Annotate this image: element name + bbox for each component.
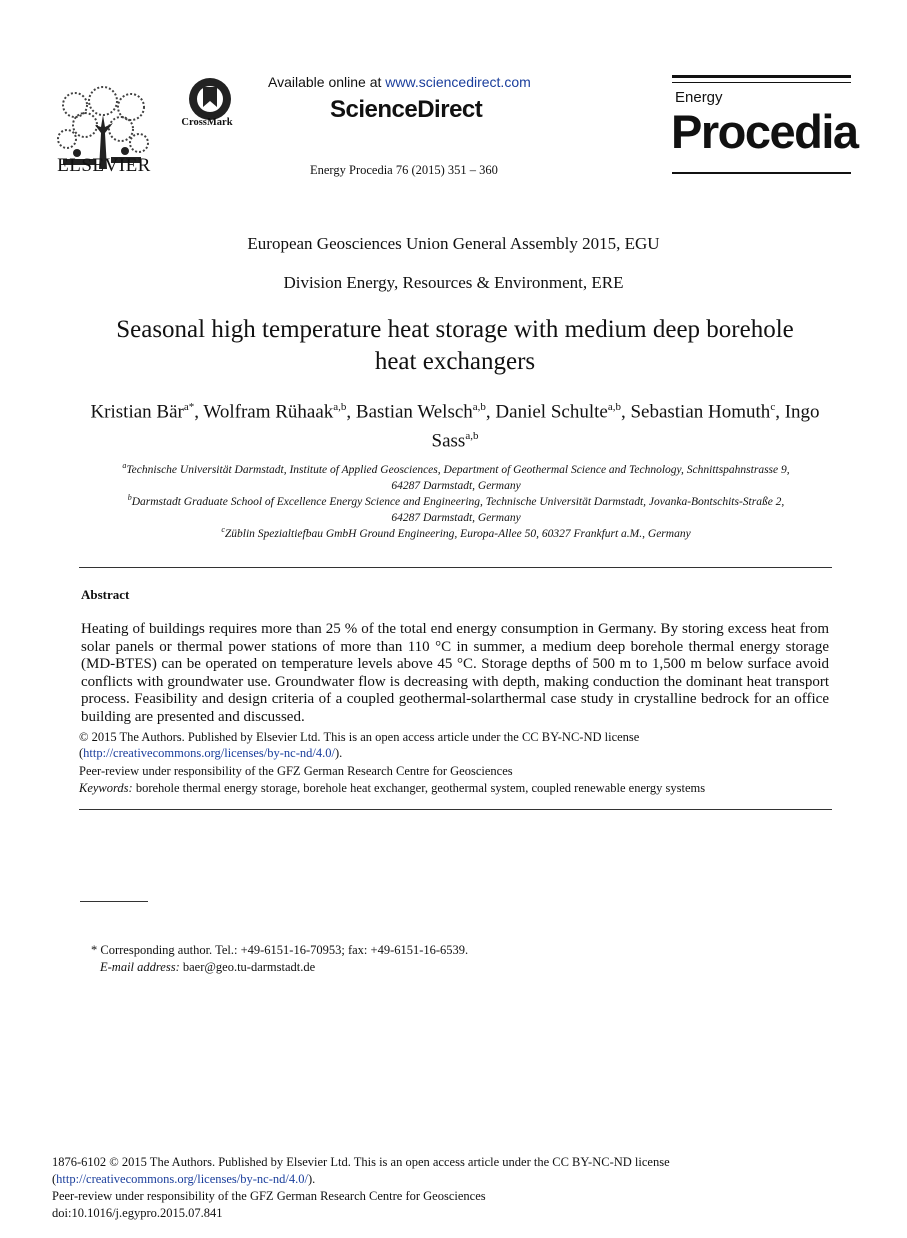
- author-separator: ,: [620, 401, 631, 423]
- division-name: Division Energy, Resources & Environment, ERE: [283, 273, 624, 292]
- paren: (: [52, 1172, 57, 1186]
- title-line: heat exchangers: [374, 348, 536, 375]
- procedia-rule: [672, 172, 851, 174]
- footnote-rule: [80, 901, 148, 902]
- keywords: [79, 780, 705, 796]
- crossmark-label: CrossMark: [181, 117, 233, 128]
- author-separator: ,: [194, 401, 204, 423]
- abstract-body: Heating of buildings requires more than 25 % of the total end energy consumption in Germany. By storing excess heat from solar panels or thermal power stations of more than 110 °C in summer, a medium deep borehole thermal energy storage (MD-BTES) can be operated on temperature levels above 45 °C. Storage depths of 500 m to 1,500 m below surface avoid conflicts with groundwater use. Groundwater flow is decreasing with depth, making conduction the dominant heat transport process. Feasibility and design criteria of a coupled geothermal-solarthermal case study in crystalline bedrock for an office building are presented and discussed.: [81, 621, 829, 725]
- author-name: Wolfram Rühaak: [203, 401, 334, 423]
- affiliation-label: c: [221, 525, 225, 534]
- email-label: E-mail address:: [100, 960, 180, 974]
- platform-name: ScienceDirect: [330, 96, 483, 123]
- sciencedirect-url-link[interactable]: www.sciencedirect.com: [385, 74, 531, 90]
- keywords-label: Keywords:: [79, 781, 133, 795]
- author-separator: ,: [346, 401, 356, 423]
- author-list: [90, 395, 820, 454]
- procedia-rule: [672, 82, 851, 83]
- email-address[interactable]: baer@geo.tu-darmstadt.de: [179, 960, 316, 974]
- author-name: Daniel Schulte: [495, 401, 608, 423]
- peer-review-note: Peer-review under responsibility of the GFZ German Research Centre for Geosciences: [79, 764, 513, 778]
- corresponding-contact: * Corresponding author. Tel.: +49-6151-16-70953; fax: +49-6151-16-6539.: [91, 943, 469, 957]
- affiliation-text: Darmstadt Graduate School of Excellence Energy Science and Engineering, Technische Universität Darmstadt, Jovanka-Bontschits-Straße 2,: [131, 495, 785, 508]
- affiliation-text: 64287 Darmstadt, Germany: [391, 511, 521, 524]
- author-affiliation-mark: a*: [183, 401, 195, 413]
- author-name: Ingo Sass: [431, 401, 820, 452]
- author-affiliation-mark: a,b: [333, 401, 347, 413]
- author-separator: ,: [775, 401, 785, 423]
- journal-big-title: Procedia: [671, 105, 858, 158]
- journal-reference: Energy Procedia 76 (2015) 351 – 360: [310, 163, 498, 177]
- license-link[interactable]: http://creativecommons.org/licenses/by-nc-nd/4.0/: [83, 746, 335, 760]
- affiliation-text: 64287 Darmstadt, Germany: [391, 479, 521, 492]
- author-separator: ,: [485, 401, 496, 423]
- corresponding-author-footnote: [91, 942, 468, 976]
- affiliation-a: [70, 458, 842, 494]
- affiliation-b: [70, 490, 842, 526]
- conference-name: European Geosciences Union General Assembly 2015, EGU: [247, 234, 660, 253]
- paper-title: [70, 314, 840, 378]
- affiliation-label: b: [127, 493, 132, 502]
- doi[interactable]: doi:10.1016/j.egypro.2015.07.841: [52, 1206, 223, 1220]
- author-affiliation-mark: a,b: [472, 401, 486, 413]
- author-affiliation-mark: c: [770, 401, 776, 413]
- journal-small-title: Energy: [675, 89, 723, 106]
- paren: (: [79, 746, 84, 760]
- bottom-matter: [52, 1154, 670, 1222]
- author-affiliation-mark: a,b: [607, 401, 621, 413]
- author-name: Kristian Bär: [90, 401, 184, 423]
- copyright-notice: [79, 729, 639, 761]
- author-name: Sebastian Homuth: [630, 401, 771, 423]
- title-line: Seasonal high temperature heat storage with medium deep borehole: [116, 316, 794, 343]
- license-link[interactable]: http://creativecommons.org/licenses/by-nc-nd/4.0/: [56, 1172, 308, 1186]
- available-online: Available online at www.sciencedirect.com: [268, 74, 531, 90]
- publisher-name: ELSEVIER: [57, 155, 151, 176]
- copyright-text: © 2015 The Authors. Published by Elsevier Ltd. This is an open access article under the CC BY-NC-ND license: [79, 730, 640, 744]
- author-affiliation-mark: a,b: [465, 430, 479, 443]
- affiliation-label: a: [122, 461, 127, 470]
- abstract-heading: Abstract: [81, 587, 130, 602]
- keywords-text: borehole thermal energy storage, borehole heat exchanger, geothermal system, coupled renewable energy systems: [132, 781, 706, 795]
- paren: ).: [334, 746, 343, 760]
- peer-review-note: Peer-review under responsibility of the GFZ German Research Centre for Geosciences: [52, 1189, 486, 1203]
- affiliation-c: [70, 522, 842, 542]
- section-divider: [79, 809, 832, 810]
- procedia-rule: [672, 75, 851, 78]
- section-divider: [79, 567, 832, 568]
- affiliation-text: Züblin Spezialtiefbau GmbH Ground Engineering, Europa-Allee 50, 60327 Frankfurt a.M., Germany: [224, 527, 691, 540]
- issn-copyright: 1876-6102 © 2015 The Authors. Published by Elsevier Ltd. This is an open access article under the CC BY-NC-ND license: [52, 1155, 670, 1169]
- affiliation-text: Technische Universität Darmstadt, Institute of Applied Geosciences, Department of Geothermal Science and Technology, Schnittspahnstrasse 9,: [126, 463, 790, 476]
- paren: ).: [307, 1172, 316, 1186]
- author-name: Bastian Welsch: [355, 401, 473, 423]
